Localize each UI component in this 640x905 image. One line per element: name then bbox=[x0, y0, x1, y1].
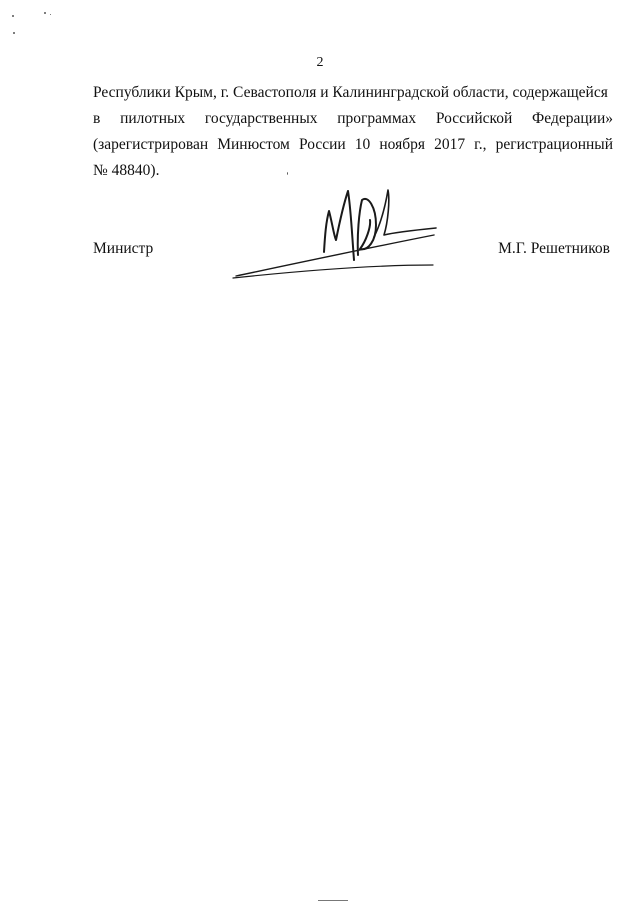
scan-speck bbox=[13, 32, 15, 34]
scan-speck bbox=[50, 14, 51, 15]
word: программах bbox=[337, 110, 417, 127]
word: России bbox=[298, 136, 346, 153]
signoff-position: Министр bbox=[93, 240, 154, 257]
word: ноября bbox=[379, 136, 425, 153]
word: Российской bbox=[435, 110, 513, 127]
word: 2017 bbox=[434, 136, 466, 153]
word: Минюстом bbox=[217, 136, 290, 153]
word: в bbox=[93, 110, 101, 127]
signoff-name: М.Г. Решетников bbox=[498, 240, 610, 257]
word: государственных bbox=[204, 110, 318, 127]
body-line-2 bbox=[93, 106, 613, 132]
word: (зарегистрирован bbox=[93, 136, 209, 153]
signature-image bbox=[228, 180, 443, 285]
word: г., bbox=[474, 136, 487, 153]
page-number: 2 bbox=[316, 55, 324, 70]
body-paragraph bbox=[93, 80, 613, 184]
word: регистрационный bbox=[495, 136, 613, 153]
word: 10 bbox=[354, 136, 371, 153]
scan-speck bbox=[44, 12, 46, 14]
body-line-1: Республики Крым, г. Севастополя и Калининградской области, содержащейся bbox=[93, 84, 608, 101]
body-line-4: № 48840). bbox=[93, 162, 160, 179]
word: Федерации» bbox=[532, 110, 613, 127]
scan-speck bbox=[287, 172, 288, 175]
body-line-3 bbox=[93, 132, 613, 158]
word: пилотных bbox=[120, 110, 186, 127]
scan-edge-mark bbox=[318, 900, 348, 901]
scan-speck bbox=[12, 15, 14, 17]
